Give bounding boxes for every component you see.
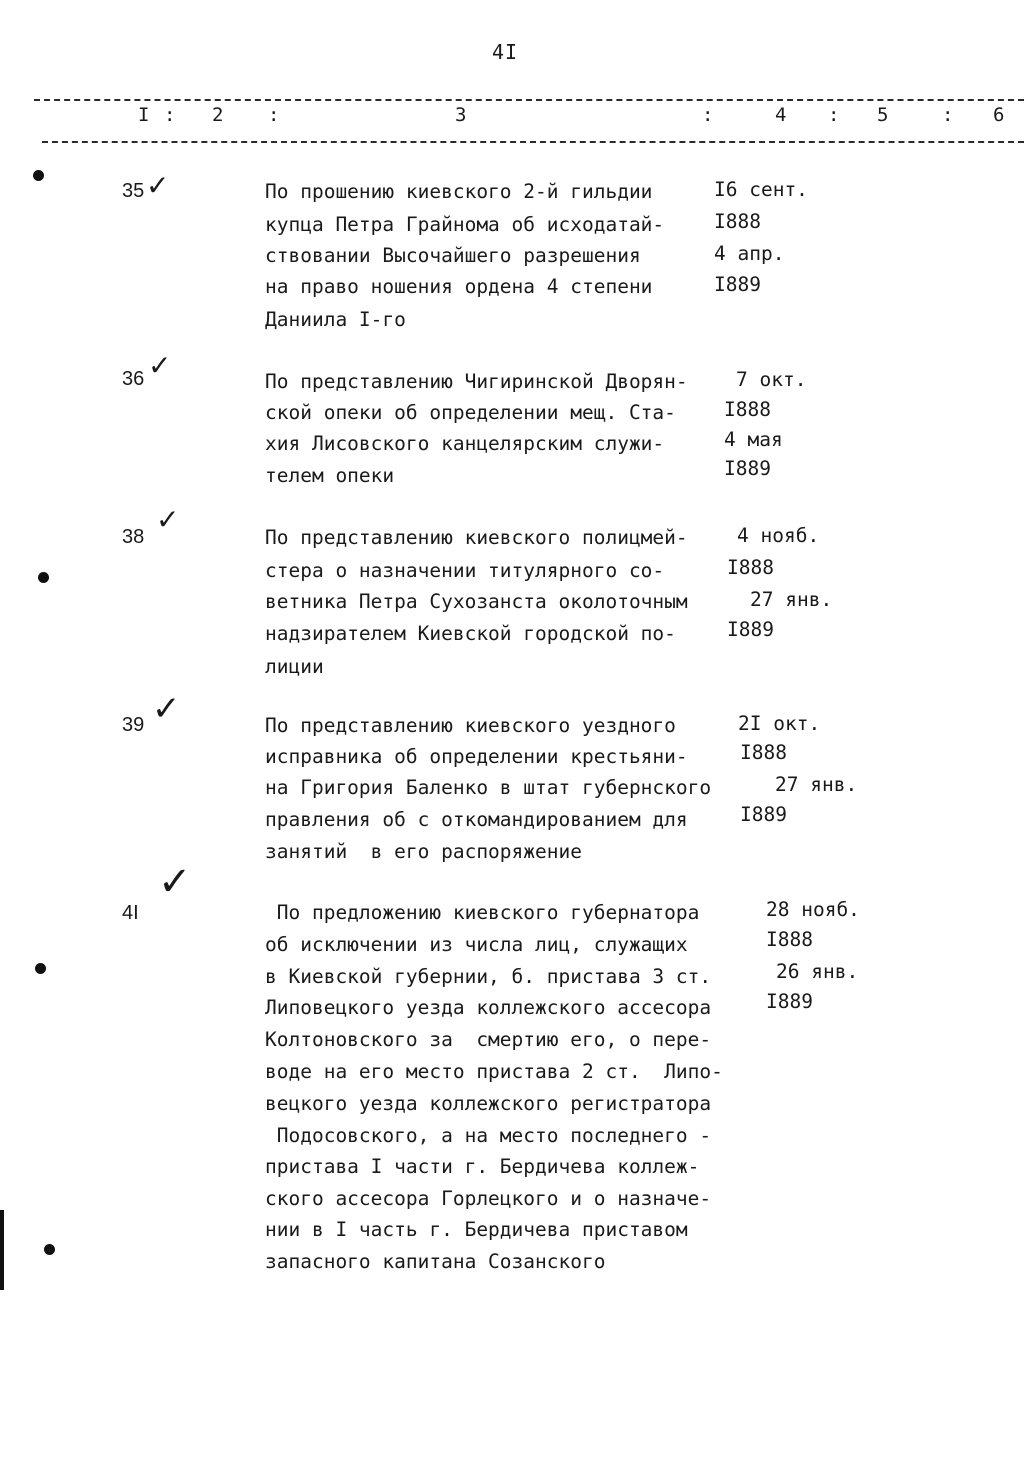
column-separator: :: [268, 104, 280, 126]
column-header-3: 3: [455, 104, 467, 126]
column-separator: :: [942, 104, 954, 126]
column-header-1: I: [138, 104, 150, 126]
column-header-2: 2: [212, 104, 224, 126]
entry-date-start: 28 нояб.: [766, 898, 860, 921]
entry-description-line: исправника об определении крестьяни-: [265, 745, 688, 768]
header-rule-top: [34, 99, 1024, 101]
entry-description-line: ской опеки об определении мещ. Ста-: [265, 401, 676, 424]
entry-date-start: 7 окт.: [736, 368, 807, 391]
entry-description-line: пристава I части г. Бердичева коллеж-: [265, 1155, 700, 1178]
entry-number: 38: [122, 526, 145, 548]
column-separator: :: [828, 104, 840, 126]
punch-hole-mark: [38, 572, 49, 583]
entry-description-line: По прошению киевского 2-й гильдии: [265, 180, 653, 203]
scan-edge-shadow: [0, 1210, 4, 1290]
entry-description-line: в Киевской губернии, б. пристава 3 ст.: [265, 965, 712, 988]
checkmark-icon: ✓: [158, 859, 192, 905]
entry-year-start: I888: [740, 741, 787, 764]
page-number: 4I: [492, 40, 519, 64]
entry-description-line: телем опеки: [265, 464, 395, 487]
entry-description-line: на Григория Баленко в штат губернского: [265, 776, 712, 799]
entry-date-start: 2I окт.: [738, 712, 821, 735]
entry-year-start: I888: [727, 556, 774, 579]
entry-description-line: стера о назначении титулярного со-: [265, 559, 665, 582]
entry-number: 35: [122, 180, 145, 202]
checkmark-icon: ✓: [156, 503, 180, 536]
entry-description-line: лиции: [265, 655, 324, 678]
entry-description-line: надзирателем Киевской городской по-: [265, 622, 676, 645]
header-rule-bottom: [42, 141, 1024, 143]
column-separator: :: [164, 104, 176, 126]
entry-description-line: По представлению Чигиринской Дворян-: [265, 370, 688, 393]
entry-year-end: I889: [740, 803, 787, 826]
column-header-6: 6: [993, 104, 1005, 126]
entry-date-start: 4 нояб.: [737, 524, 820, 547]
entry-date-end: 26 янв.: [776, 960, 859, 983]
checkmark-icon: ✓: [148, 349, 172, 382]
punch-hole-mark: [35, 963, 46, 974]
entry-description-line: на право ношения ордена 4 степени: [265, 275, 653, 298]
entry-number: 4I: [122, 902, 139, 924]
entry-description-line: ского ассесора Горлецкого и о назначе-: [265, 1187, 712, 1210]
punch-hole-mark: [33, 170, 44, 181]
entry-description-line: запасного капитана Созанского: [265, 1250, 606, 1273]
entry-description-line: вецкого уезда коллежского регистратора: [265, 1092, 712, 1115]
entry-description-line: По представлению киевского полицмей-: [265, 526, 688, 549]
entry-year-end: I889: [724, 457, 771, 480]
column-header-4: 4: [775, 104, 787, 126]
entry-date-start: I6 сент.: [714, 178, 808, 201]
entry-description-line: занятий в его распоряжение: [265, 840, 582, 863]
entry-date-end: 4 апр.: [714, 242, 785, 265]
entry-description-line: правления об с откомандированием для: [265, 808, 688, 831]
entry-description-line: хия Лисовского канцелярским служи-: [265, 432, 665, 455]
column-separator: :: [702, 104, 714, 126]
entry-description-line: По предложению киевского губернатора: [265, 901, 700, 924]
entry-description-line: купца Петра Грайнома об исходатай-: [265, 213, 665, 236]
entry-description-line: Липовецкого уезда коллежского ассесора: [265, 996, 712, 1019]
entry-year-end: I889: [714, 273, 761, 296]
checkmark-icon: ✓: [146, 169, 170, 202]
entry-date-end: 4 мая: [724, 428, 783, 451]
entry-year-end: I889: [727, 618, 774, 641]
checkmark-icon: ✓: [152, 689, 181, 729]
entry-year-start: I888: [724, 398, 771, 421]
column-header-5: 5: [877, 104, 889, 126]
entry-number: 36: [122, 368, 145, 390]
entry-description-line: По представлению киевского уездного: [265, 714, 676, 737]
entry-description-line: Даниила I-го: [265, 308, 406, 331]
entry-date-end: 27 янв.: [775, 773, 858, 796]
entry-description-line: Подосовского, а на место последнего -: [265, 1124, 712, 1147]
entry-description-line: ствовании Высочайшего разрешения: [265, 244, 641, 267]
punch-hole-mark: [44, 1244, 55, 1255]
entry-description-line: нии в I часть г. Бердичева приставом: [265, 1218, 688, 1241]
entry-number: 39: [122, 714, 145, 736]
entry-description-line: ветника Петра Сухозанста околоточным: [265, 590, 688, 613]
entry-date-end: 27 янв.: [750, 588, 833, 611]
entry-description-line: об исключении из числа лиц, служащих: [265, 933, 688, 956]
entry-year-start: I888: [766, 928, 813, 951]
entry-description-line: Колтоновского за смертию его, о пере-: [265, 1028, 712, 1051]
entry-year-start: I888: [714, 210, 761, 233]
entry-description-line: воде на его место пристава 2 ст. Липо-: [265, 1060, 723, 1083]
entry-year-end: I889: [766, 990, 813, 1013]
